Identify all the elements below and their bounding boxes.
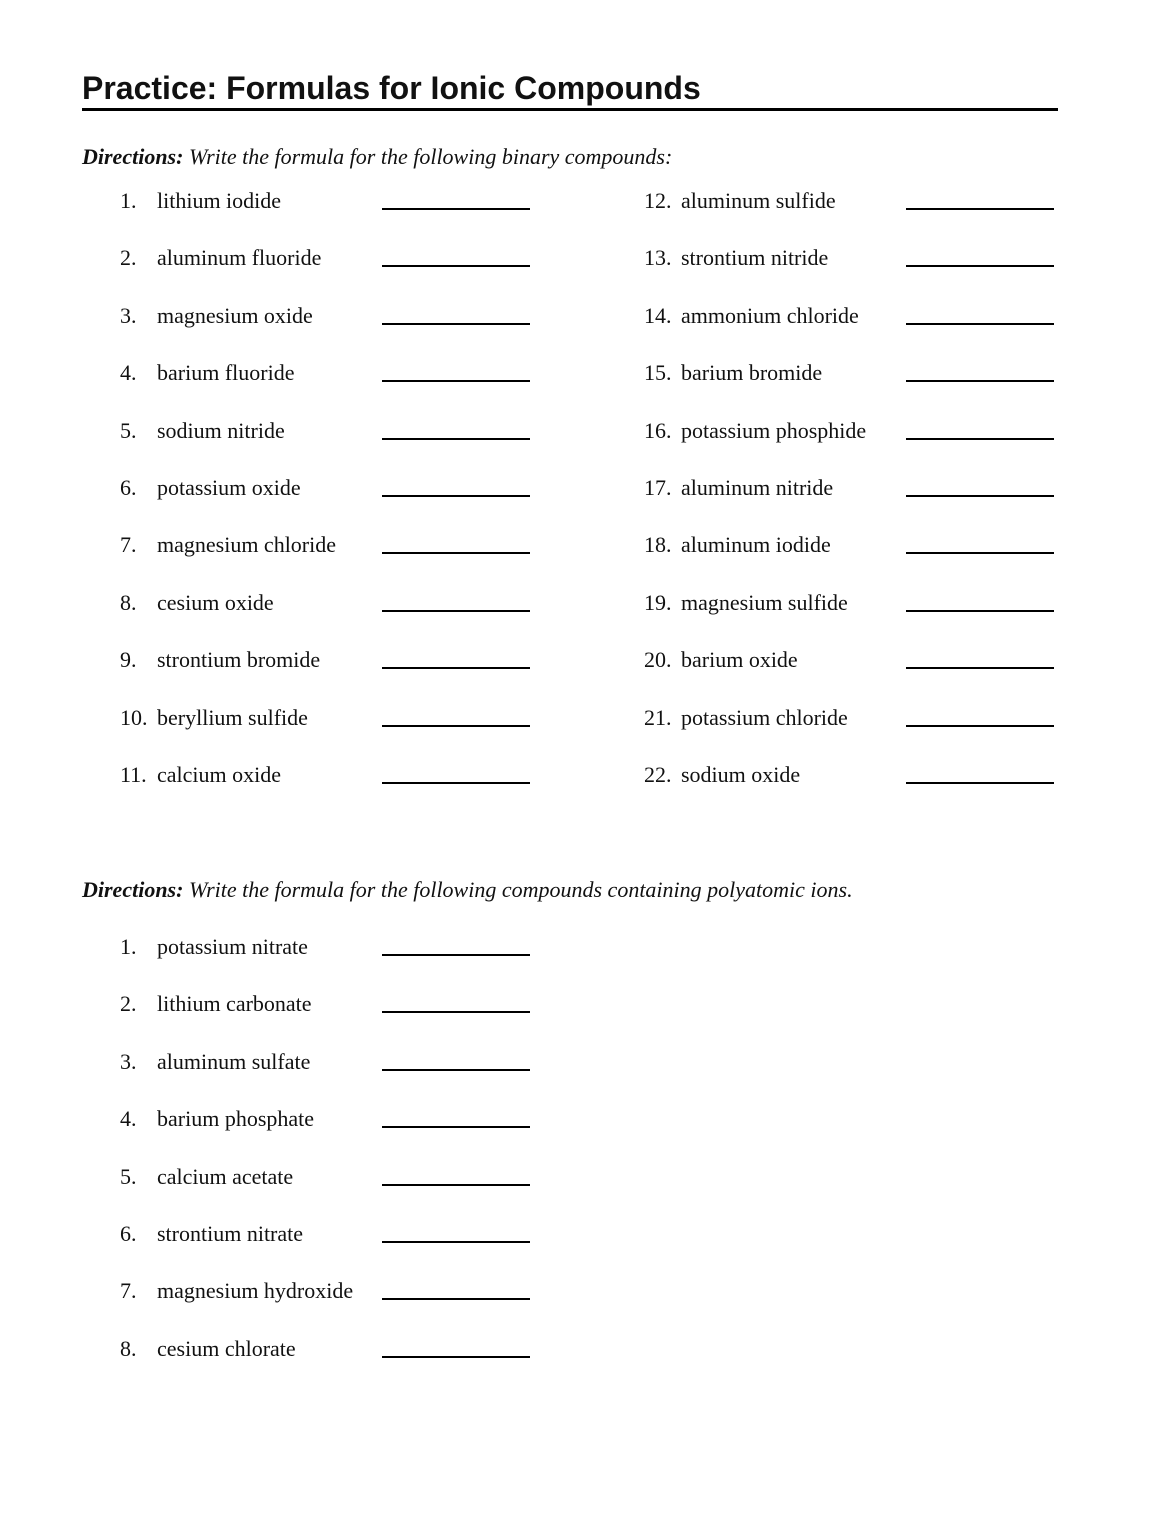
question-number: 16. bbox=[644, 417, 672, 443]
compound-name: barium fluoride bbox=[157, 360, 295, 386]
answer-blank[interactable] bbox=[382, 954, 530, 956]
question-number: 3. bbox=[120, 1048, 137, 1074]
question-number: 10. bbox=[120, 704, 148, 730]
question-number: 4. bbox=[120, 1106, 137, 1132]
question-item bbox=[644, 760, 1064, 790]
question-item bbox=[120, 416, 540, 446]
answer-blank[interactable] bbox=[382, 438, 530, 440]
compound-name: ammonium chloride bbox=[681, 302, 859, 328]
question-item bbox=[120, 645, 540, 675]
compound-name: aluminum iodide bbox=[681, 532, 831, 558]
question-number: 20. bbox=[644, 647, 672, 673]
answer-blank[interactable] bbox=[906, 725, 1054, 727]
question-item bbox=[120, 588, 540, 618]
question-item bbox=[120, 1276, 540, 1306]
compound-name: aluminum fluoride bbox=[157, 245, 322, 271]
answer-blank[interactable] bbox=[382, 495, 530, 497]
question-item bbox=[120, 760, 540, 790]
question-number: 8. bbox=[120, 1335, 137, 1361]
question-number: 2. bbox=[120, 991, 137, 1017]
question-item bbox=[644, 530, 1064, 560]
question-number: 11. bbox=[120, 762, 147, 787]
question-item bbox=[644, 703, 1064, 733]
compound-name: lithium iodide bbox=[157, 188, 282, 213]
compound-name: potassium oxide bbox=[157, 475, 301, 500]
compound-name: potassium chloride bbox=[681, 704, 848, 730]
question-item bbox=[120, 1219, 540, 1249]
question-number: 2. bbox=[120, 245, 137, 271]
compound-name: sodium nitride bbox=[157, 417, 285, 443]
compound-name: aluminum sulfide bbox=[681, 188, 836, 213]
question-number: 5. bbox=[120, 1163, 137, 1189]
answer-blank[interactable] bbox=[906, 495, 1054, 497]
question-item bbox=[120, 301, 540, 331]
question-item bbox=[120, 932, 540, 962]
compound-name: beryllium sulfide bbox=[157, 704, 308, 730]
question-item bbox=[120, 1334, 540, 1364]
question-item bbox=[644, 645, 1064, 675]
compound-name: barium bromide bbox=[681, 360, 823, 386]
compound-name: magnesium chloride bbox=[157, 532, 337, 558]
answer-blank[interactable] bbox=[906, 208, 1054, 210]
question-item bbox=[644, 358, 1064, 388]
answer-blank[interactable] bbox=[906, 438, 1054, 440]
question-number: 14. bbox=[644, 302, 672, 328]
answer-blank[interactable] bbox=[382, 1298, 530, 1300]
answer-blank[interactable] bbox=[382, 725, 530, 727]
compound-name: magnesium hydroxide bbox=[157, 1278, 354, 1304]
compound-name: sodium oxide bbox=[681, 762, 801, 787]
answer-blank[interactable] bbox=[906, 552, 1054, 554]
directions-label: Directions: bbox=[82, 144, 184, 169]
question-number: 7. bbox=[120, 1278, 137, 1304]
page-title: Practice: Formulas for Ionic Compounds bbox=[82, 68, 1058, 111]
question-number: 13. bbox=[644, 245, 672, 271]
question-item bbox=[120, 530, 540, 560]
answer-blank[interactable] bbox=[382, 1241, 530, 1243]
answer-blank[interactable] bbox=[906, 323, 1054, 325]
compound-name: strontium nitrate bbox=[157, 1221, 304, 1246]
question-number: 1. bbox=[120, 934, 137, 959]
question-item bbox=[120, 186, 540, 216]
compound-name: calcium acetate bbox=[157, 1163, 294, 1189]
answer-blank[interactable] bbox=[382, 265, 530, 267]
answer-blank[interactable] bbox=[382, 208, 530, 210]
question-number: 1. bbox=[120, 188, 137, 213]
answer-blank[interactable] bbox=[906, 610, 1054, 612]
question-number: 9. bbox=[120, 647, 137, 673]
answer-blank[interactable] bbox=[382, 782, 530, 784]
question-item bbox=[120, 989, 540, 1019]
answer-blank[interactable] bbox=[382, 1126, 530, 1128]
question-item bbox=[120, 703, 540, 733]
question-number: 17. bbox=[644, 475, 672, 500]
compound-name: cesium chlorate bbox=[157, 1335, 296, 1361]
directions-text: Write the formula for the following compounds containing polyatomic ions. bbox=[183, 877, 853, 902]
question-item bbox=[120, 1047, 540, 1077]
directions-label: Directions: bbox=[82, 877, 184, 902]
question-number: 22. bbox=[644, 762, 672, 787]
compound-name: barium phosphate bbox=[157, 1106, 315, 1132]
question-number: 18. bbox=[644, 532, 672, 558]
compound-name: cesium oxide bbox=[157, 589, 274, 615]
compound-name: strontium nitride bbox=[681, 245, 829, 271]
answer-blank[interactable] bbox=[906, 380, 1054, 382]
question-item bbox=[644, 473, 1064, 503]
compound-name: aluminum sulfate bbox=[157, 1048, 311, 1074]
question-number: 6. bbox=[120, 1221, 137, 1246]
answer-blank[interactable] bbox=[382, 380, 530, 382]
answer-blank[interactable] bbox=[906, 265, 1054, 267]
compound-name: strontium bromide bbox=[157, 647, 321, 673]
compound-name: lithium carbonate bbox=[157, 991, 312, 1017]
question-number: 15. bbox=[644, 360, 672, 386]
answer-blank[interactable] bbox=[382, 610, 530, 612]
answer-blank[interactable] bbox=[906, 667, 1054, 669]
question-item bbox=[644, 243, 1064, 273]
answer-blank[interactable] bbox=[382, 667, 530, 669]
question-item bbox=[644, 301, 1064, 331]
question-item bbox=[644, 186, 1064, 216]
question-item bbox=[120, 473, 540, 503]
answer-blank[interactable] bbox=[382, 552, 530, 554]
directions-text: Write the formula for the following binary compounds: bbox=[183, 144, 673, 169]
question-item bbox=[120, 243, 540, 273]
compound-name: barium oxide bbox=[681, 647, 798, 673]
compound-name: calcium oxide bbox=[157, 762, 282, 787]
compound-name: magnesium sulfide bbox=[681, 589, 848, 615]
question-item bbox=[120, 1162, 540, 1192]
question-number: 8. bbox=[120, 589, 137, 615]
question-item bbox=[644, 588, 1064, 618]
compound-name: potassium phosphide bbox=[681, 417, 867, 443]
question-number: 4. bbox=[120, 360, 137, 386]
compound-name: magnesium oxide bbox=[157, 302, 313, 328]
question-number: 7. bbox=[120, 532, 137, 558]
question-number: 21. bbox=[644, 704, 672, 730]
answer-blank[interactable] bbox=[382, 1356, 530, 1358]
answer-blank[interactable] bbox=[382, 1069, 530, 1071]
compound-name: aluminum nitride bbox=[681, 475, 834, 500]
question-number: 6. bbox=[120, 475, 137, 500]
question-number: 12. bbox=[644, 188, 672, 213]
answer-blank[interactable] bbox=[382, 1184, 530, 1186]
answer-blank[interactable] bbox=[382, 1011, 530, 1013]
directions-polyatomic bbox=[82, 876, 853, 904]
directions-binary bbox=[82, 143, 672, 171]
answer-blank[interactable] bbox=[382, 323, 530, 325]
question-item bbox=[120, 1104, 540, 1134]
question-number: 3. bbox=[120, 302, 137, 328]
question-item bbox=[644, 416, 1064, 446]
question-item bbox=[120, 358, 540, 388]
answer-blank[interactable] bbox=[906, 782, 1054, 784]
question-number: 19. bbox=[644, 589, 672, 615]
question-number: 5. bbox=[120, 417, 137, 443]
compound-name: potassium nitrate bbox=[157, 934, 308, 959]
